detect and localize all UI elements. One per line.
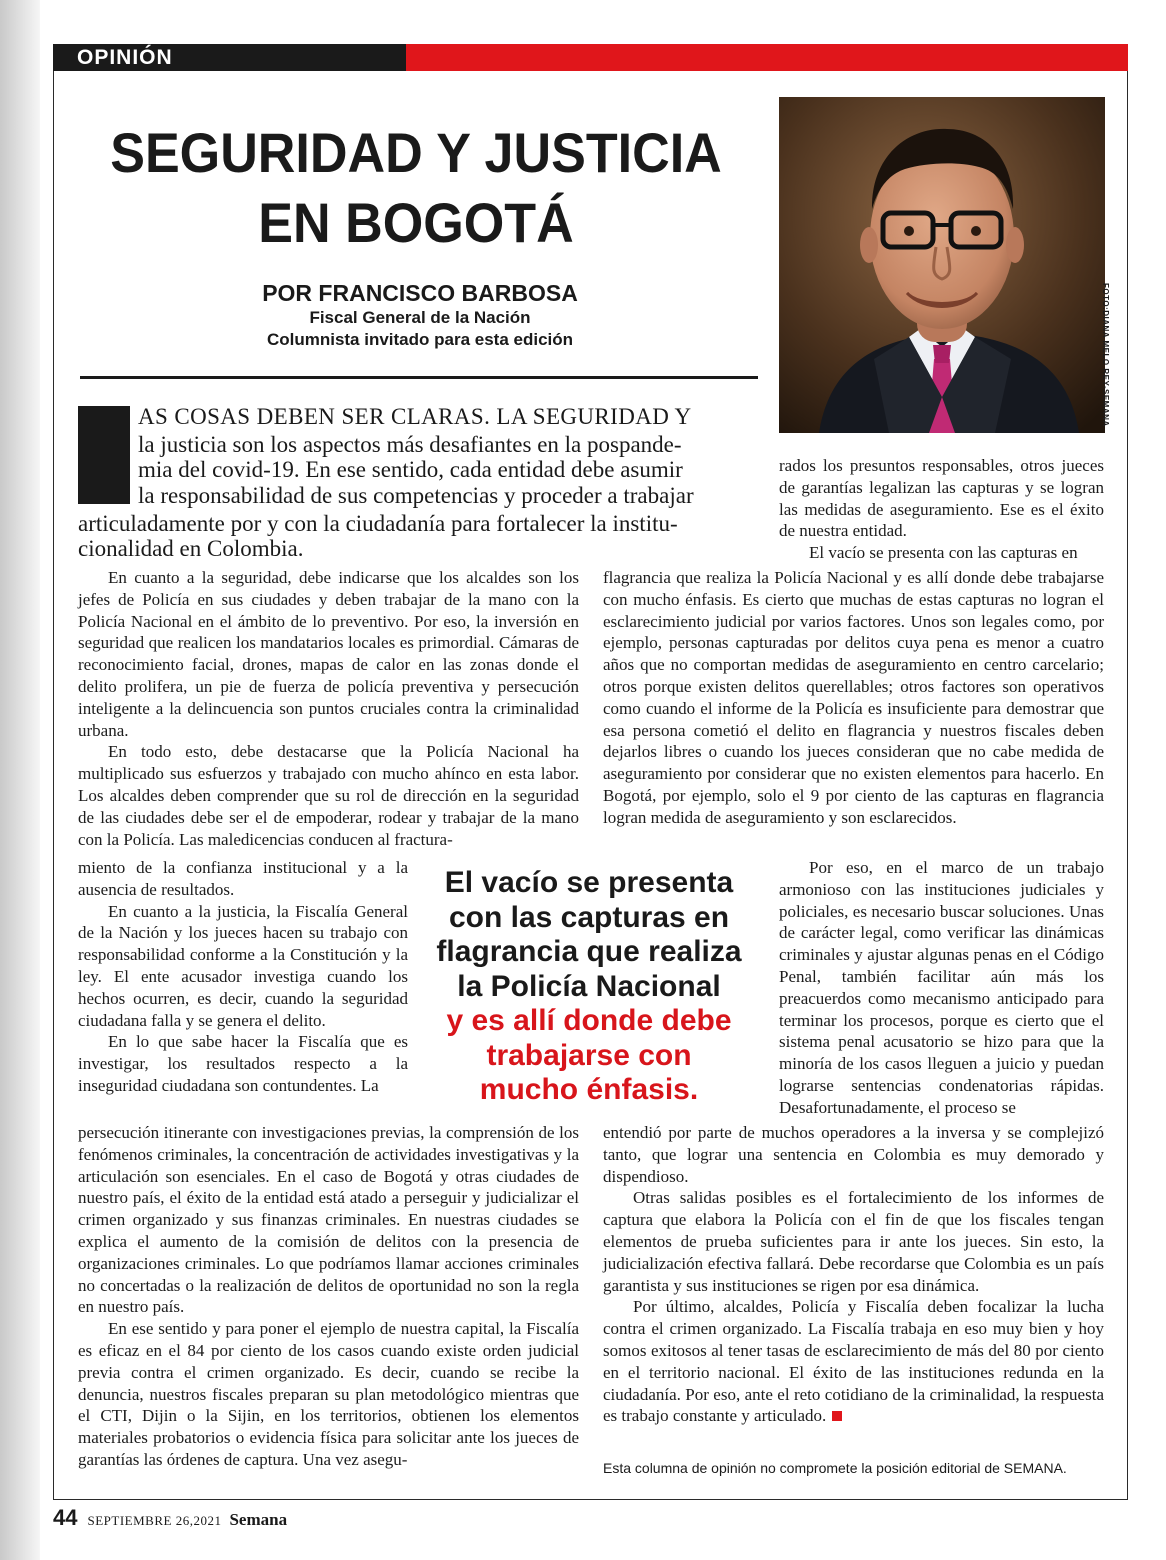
author-note: Columnista invitado para esta edición	[266, 330, 574, 349]
left-column-upper	[78, 567, 579, 850]
photo-credit: FOTO:DIANA MELO REY-SEMANA	[1101, 283, 1110, 427]
editorial-disclaimer: Esta columna de opinión no compromete la posición editorial de SEMANA.	[603, 1460, 1067, 1476]
paragraph: Otras salidas posibles es el fortalecimiento de los informes de captura que elabora la Policía con el fin de que los fiscales tengan elementos de prueba suficientes para ir ante los jueces. Sin esto, la judicialización efectiva fallará. Debe recordarse que Colombia es un país garantista y sus instituciones se rigen por esa dinámica.	[603, 1188, 1104, 1295]
article-title	[87, 118, 745, 258]
paragraph: El vacío se presenta con las capturas en	[809, 543, 1078, 563]
page-number: 44	[53, 1505, 78, 1530]
paragraph: entendió por parte de muchos operadores a la inversa y se complejizó tanto, que lograr una sentencia en Colombia es muy demorado y dispendioso.	[603, 1123, 1104, 1186]
issue-date: SEPTIEMBRE 26,2021	[87, 1513, 222, 1528]
pull-quote-line: flagrancia que realiza	[436, 935, 742, 968]
title-line-1: SEGURIDAD Y JUSTICIA	[110, 121, 722, 184]
pull-quote-line: El vacío se presenta	[444, 866, 734, 899]
paragraph: Por eso, en el marco de un trabajo armonioso con las instituciones judiciales y policiales, es necesario buscar soluciones. Unas de carácter legal, como verificar las dinámicas criminales y ajustar algunas penas en el Código Penal, también facilitar aún más los preacuerdos como mecanismo anticipado para terminar los procesos, porque es cierto que el sistema penal acusatorio se hizo para que la minoría de los casos lleguen a juicio y puedan lograrse sentencias condenatorias rápidas. Desafortunadamente, el proceso se	[779, 858, 1104, 1117]
drop-cap	[78, 406, 130, 504]
paragraph: flagrancia que realiza la Policía Nacional y es allí donde debe trabajarse con mucho énfasis. Es cierto que muchas de estas capturas no logran el esclarecimiento judicial por varios factores. Unos son legales como, por ejemplo, personas capturadas por delitos cuya pena es menor a cuatro años que no comportan medidas de aseguramiento en centro carcelario; otros porque existen delitos querellables; otros factores son operativos como cuando el informe de la Policía es insuficiente para demostrar que esa persona cometió el delito en flagrancia y nuestros fiscales deben dejarlos libres o cuando los jueces consideran que no cabe medida de aseguramiento por considerar que no existen elementos para hacerlo. En Bogotá, por ejemplo, solo el 9 por ciento de las capturas en flagrancia logran medida de aseguramiento y son esclarecidos.	[603, 568, 1104, 827]
final-text: Por último, alcaldes, Policía y Fiscalía deben focalizar la lucha contra el crimen organizado. La Fiscalía trabaja en eso muy bien y hoy somos exitosos al tener tasas de esclarecimiento de más del 80 por ciento en el territorio nacional. El éxito de las instituciones redunda en la ciudadanía. Por eso, ante el reto cotidiano de la criminalidad, la respuesta es trabajo constante y articulado.	[603, 1297, 1104, 1426]
page-footer	[53, 1505, 287, 1535]
pull-quote-highlight: trabajarse con	[486, 1038, 692, 1072]
lead-line-3: mia del covid-19. En ese sentido, cada entidad debe asumir	[138, 457, 683, 482]
author-name: POR FRANCISCO BARBOSA	[262, 280, 578, 306]
paragraph: En cuanto a la seguridad, debe indicarse que los alcaldes son los jefes de Policía en sus ciudades y deben trabajar de la mano con la Policía Nacional en el ámbito de lo preventivo. Por eso, la inversión en seguridad que realicen los mandatarios locales es primordial. Cámaras de reconocimiento facial, drones, mapas de calor en las zonas donde el delito prolifera, un pie de fuerza de policía preventiva y persecución inteligente a la delincuencia son puntos cruciales contra la criminalidad urbana.	[78, 568, 579, 740]
right-column-middle	[779, 857, 1104, 1119]
paragraph: En todo esto, debe destacarse que la Policía Nacional ha multiplicado sus esfuerzos y trabajado con mucho ahínco en esta labor. Los alcaldes deben comprender que su rol de dirección en la seguridad de las ciudades debe ser el de empoderar, rodear y trabajar de la mano con la Policía. Las maledicencias conducen al fractura-	[78, 742, 579, 849]
section-label: OPINIÓN	[53, 44, 406, 71]
paragraph: En cuanto a la justicia, la Fiscalía General de la Nación y los jueces hacen su trabajo con responsabilidad conforme a la Constitución y la ley. El ente acusador investiga cuando los hechos ocurren, es decir, cuando la seguridad ciudadana falla y se genera el delito.	[78, 901, 408, 1030]
lead-line-6: cionalidad en Colombia.	[78, 536, 304, 561]
left-column-middle	[78, 857, 408, 1097]
paragraph: persecución itinerante con investigaciones previas, la comprensión de los fenómenos criminales, la concentración de actividades investigativas y la articulación son esenciales. En el caso de Bogotá y otras ciudades de nuestro país, el éxito de la entidad está atado a perseguir y judicializar el crimen organizado y sus finanzas criminales. En nuestras ciudades se explica el aumento de la comisión de delitos con la presencia de organizaciones criminales. Lo que podríamos llamar acciones criminales no concertadas o la realización de delitos de oportunidad no son la regla en nuestro país.	[78, 1123, 579, 1317]
paragraph-final	[603, 1296, 1104, 1427]
pull-quote	[430, 866, 748, 1108]
title-rule	[80, 376, 758, 379]
end-mark-icon	[832, 1411, 842, 1421]
title-line-2: EN BOGOTÁ	[258, 191, 574, 254]
paragraph: En lo que sabe hacer la Fiscalía que es investigar, los resultados respecto a la inseguridad ciudadana son contundentes. La	[78, 1032, 408, 1095]
left-column-lower	[78, 1122, 579, 1471]
page-edge-shadow	[0, 0, 40, 1560]
paragraph: En ese sentido y para poner el ejemplo de nuestra capital, la Fiscalía es eficaz en el 84 por ciento de los casos cuando existe orden judicial previa contra el crimen organizado. Es decir, cuando se recibe la denuncia, nuestros fiscales preparan su plan metodológico mientras que el CTI, Dijin o la Sijin, en los territorios, obtienen los elementos materiales probatorios o evidencia física para solicitar ante los jueces de garantías las órdenes de captura. Una vez asegu-	[78, 1319, 579, 1469]
pull-quote-line: con las capturas en	[448, 900, 730, 934]
pull-quote-line: la Policía Nacional	[457, 969, 721, 1003]
pull-quote-highlight: mucho énfasis.	[479, 1073, 699, 1106]
magazine-name: Semana	[229, 1510, 288, 1529]
pull-quote-highlight: y es allí donde debe	[446, 1004, 732, 1037]
paragraph: rados los presuntos responsables, otros jueces de garantías legalizan las capturas y se logran las medidas de aseguramiento. Ese es el éxito de nuestra entidad.	[779, 456, 1104, 541]
right-column-top	[779, 455, 1104, 564]
paragraph: miento de la confianza institucional y a la ausencia de resultados.	[78, 858, 408, 899]
right-column-upper	[603, 567, 1104, 829]
author-role: Fiscal General de la Nación	[309, 308, 531, 327]
lead-line-4: la responsabilidad de sus competencias y proceder a trabajar	[138, 483, 694, 508]
lead-line-2: la justicia son los aspectos más desafiantes en la pospande-	[138, 432, 682, 457]
byline	[200, 279, 640, 351]
lead-line-5: articuladamente por y con la ciudadanía para fortalecer la institu-	[78, 511, 678, 536]
lead-line-1: AS COSAS DEBEN SER CLARAS. LA SEGURIDAD Y	[138, 404, 692, 429]
right-column-lower	[603, 1122, 1104, 1427]
author-photo	[779, 97, 1105, 433]
